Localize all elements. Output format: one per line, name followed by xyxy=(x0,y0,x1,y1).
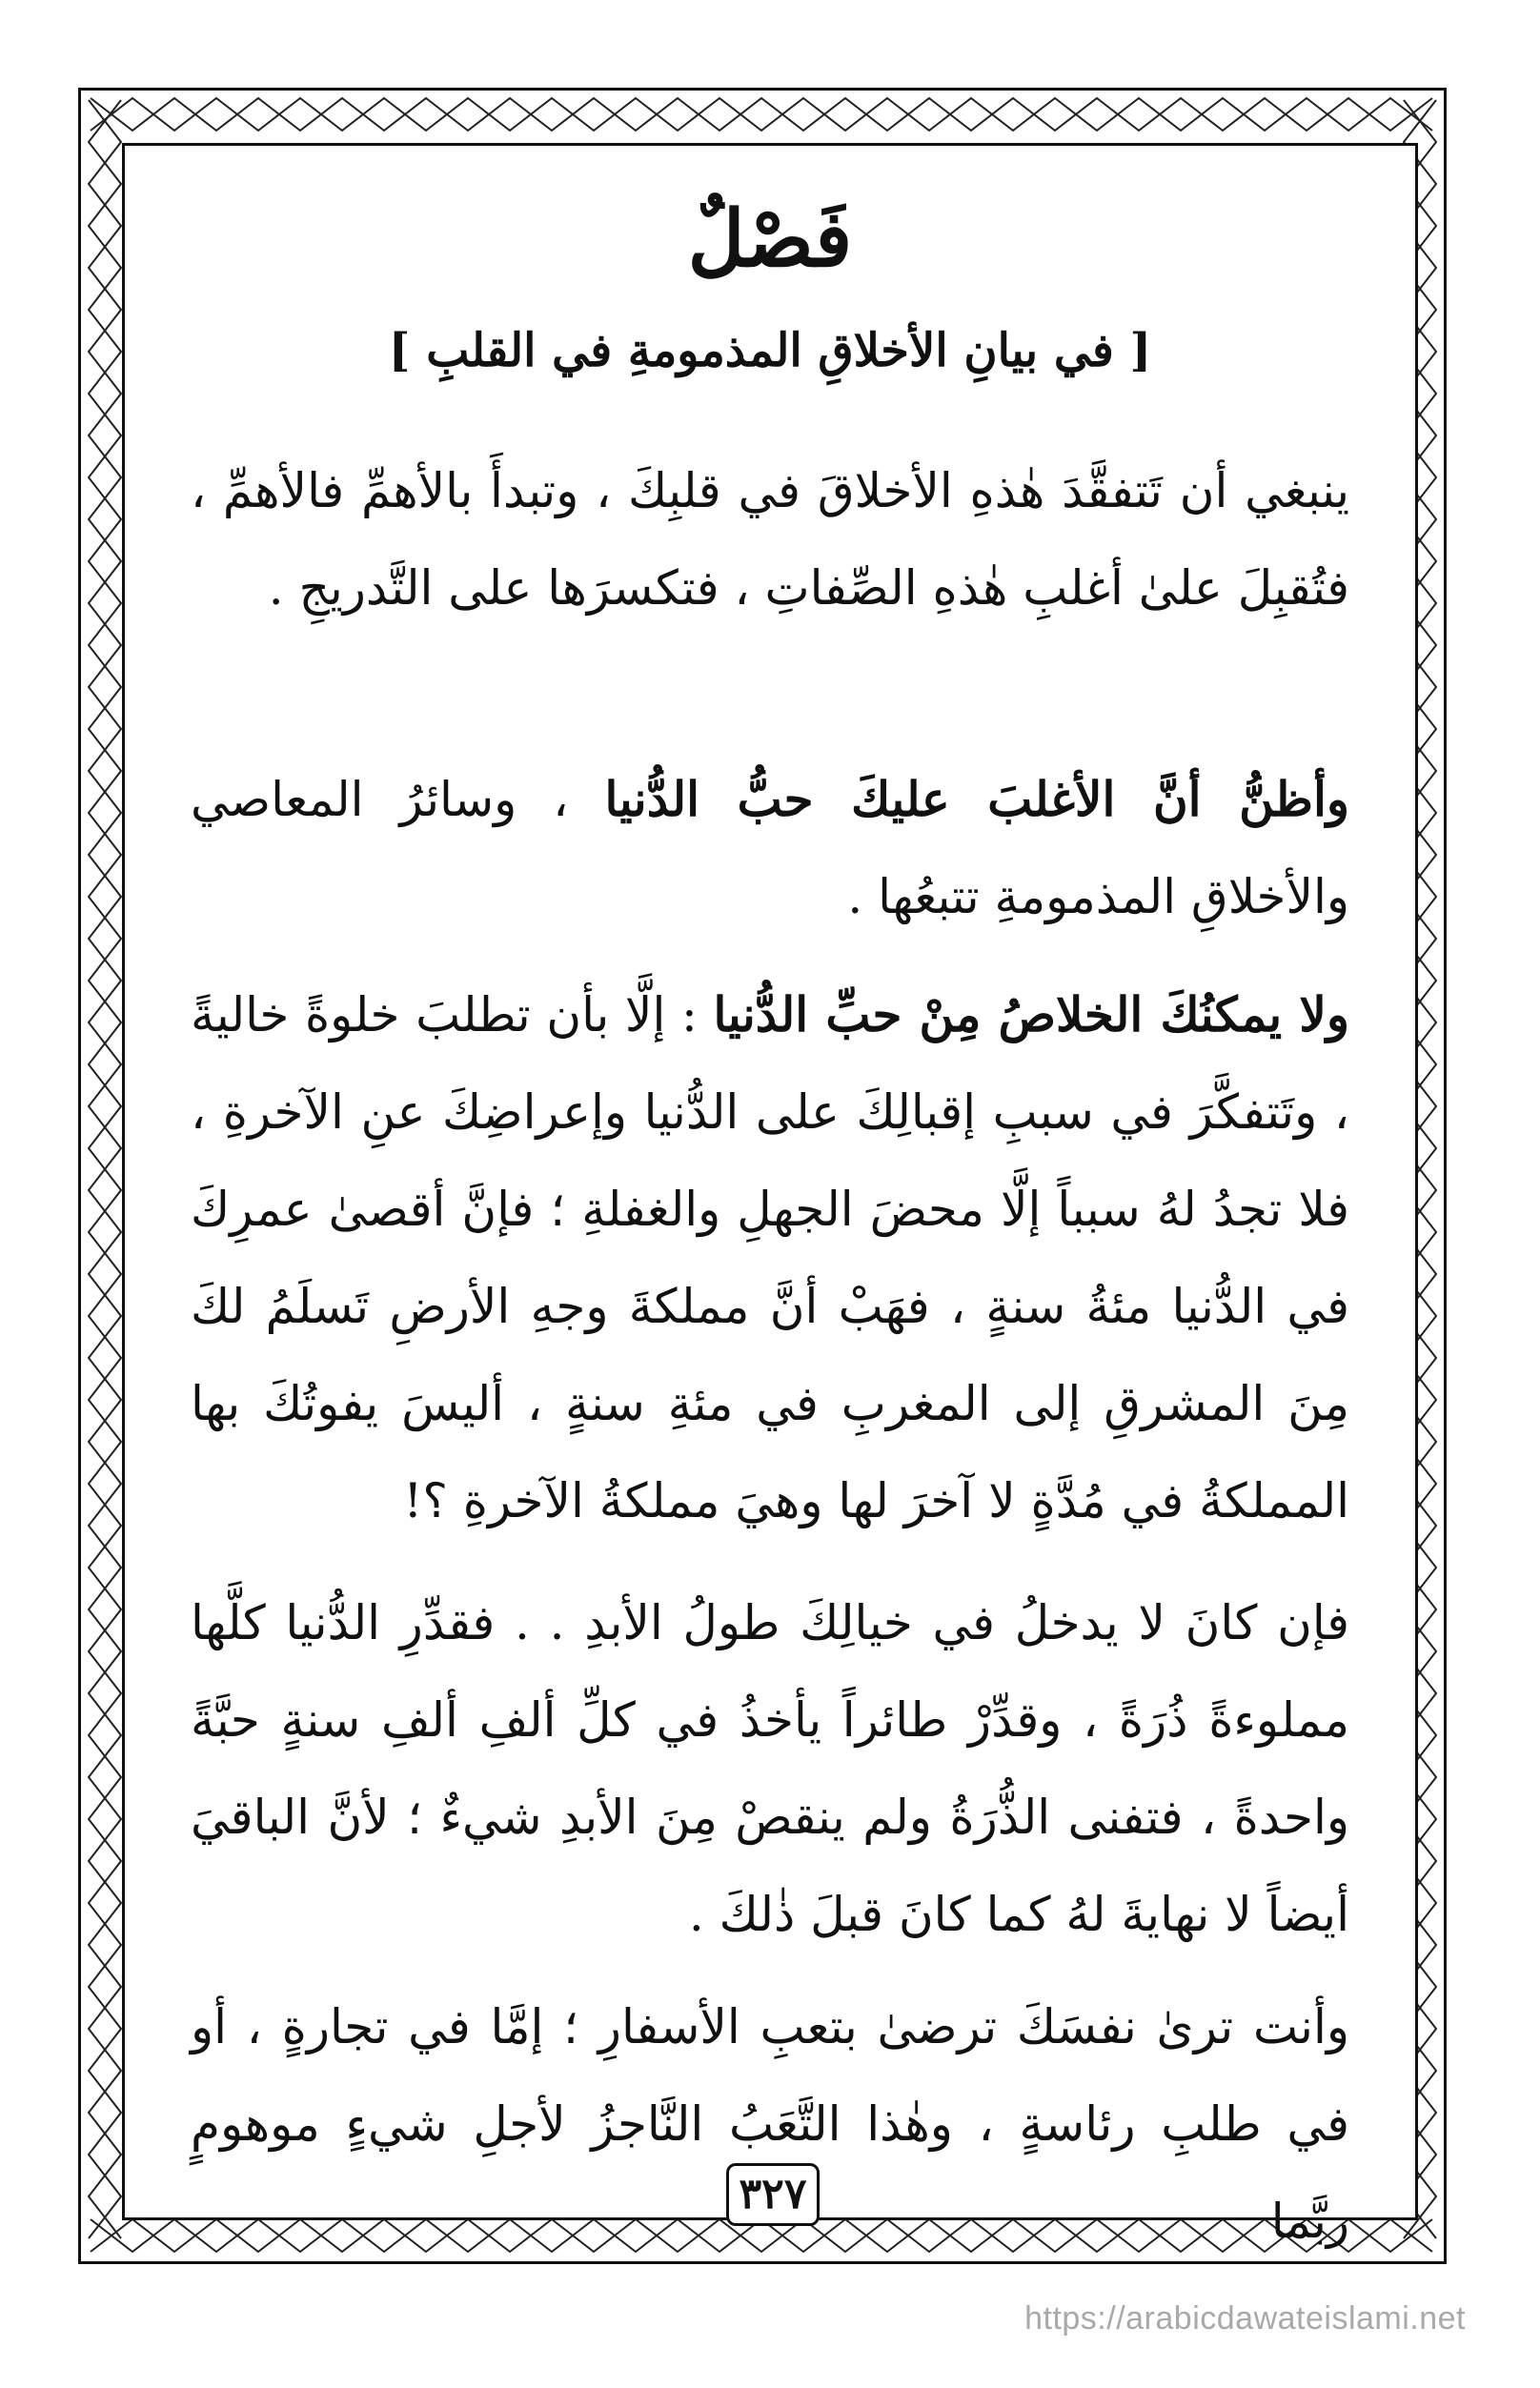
paragraph-5-text: وأنت ترىٰ نفسَكَ ترضىٰ بتعبِ الأسفارِ ؛ إمَّا في تجارةٍ ، أو في طلبِ رئاسةٍ ، وهٰذا التَّعَبُ النَّاجزُ لأجلِ شيءٍ موهومٍ ربَّما xyxy=(191,1999,1349,2249)
watermark-url: https://arabicdawateislami.net xyxy=(1024,2300,1466,2337)
paragraph-5 xyxy=(191,1978,1349,2270)
paragraph-1-text: ينبغي أن تَتفقَّدَ هٰذهِ الأخلاقَ في قلبِكَ ، وتبدأَ بالأهمِّ فالأهمِّ ، فتُقبِلَ علىٰ أغلبِ هٰذهِ الصِّفاتِ ، فتكسرَها على التَّدريجِ . xyxy=(191,463,1349,616)
paragraph-3-text: : إلَّا بأن تطلبَ خلوةً خاليةً ، وتَتفكَّرَ في سببِ إقبالِكَ على الدُّنيا وإعراضِكَ عنِ الآخرةِ ، فلا تجدُ لهُ سبباً إلَّا محضَ الجهلِ والغفلةِ ؛ فإنَّ أقصىٰ عمرِكَ في الدُّنيا مئةُ سنةٍ ، فهَبْ أنَّ مملكةَ وجهِ الأرضِ تَسلَمُ لكَ مِنَ المشرقِ إلى المغربِ في مئةِ سنةٍ ، أليسَ يفوتُكَ بها المملكةُ في مُدَّةٍ لا آخرَ لها وهيَ مملكةُ الآخرةِ ؟! xyxy=(191,987,1349,1528)
paragraph-3-lead: ولا يمكنُكَ الخلاصُ مِنْ حبِّ الدُّنيا xyxy=(713,986,1349,1042)
paragraph-4 xyxy=(191,1574,1349,1963)
section-subtitle: [ في بيانِ الأخلاقِ المذمومةِ في القلبِ ] xyxy=(388,324,1152,377)
paragraph-1 xyxy=(191,442,1349,637)
section-heading-ornament: فَصْلٌ xyxy=(687,193,853,285)
paragraph-2-text: ، وسائرُ المعاصي والأخلاقِ المذمومةِ تتبعُها . xyxy=(191,772,1349,924)
paragraph-4-text: فإن كانَ لا يدخلُ في خيالِكَ طولُ الأبدِ . . فقدِّرِ الدُّنيا كلَّها مملوءةً ذُرَةً ، وقدِّرْ طائراً يأخذُ في كلِّ ألفِ ألفِ سنةٍ حبَّةً واحدةً ، فتفنى الذُّرَةُ ولم ينقصْ مِنَ الأبدِ شيءٌ ؛ لأنَّ الباقيَ أيضاً لا نهايةَ لهُ كما كانَ قبلَ ذٰلكَ . xyxy=(191,1595,1349,1942)
paragraph-2 xyxy=(191,751,1349,945)
page-number: ٣٢٧ xyxy=(726,2163,820,2226)
paragraph-3 xyxy=(191,966,1349,1549)
paragraph-2-lead: وأظنُّ أنَّ الأغلبَ عليكَ حبُّ الدُّنيا xyxy=(604,771,1349,827)
